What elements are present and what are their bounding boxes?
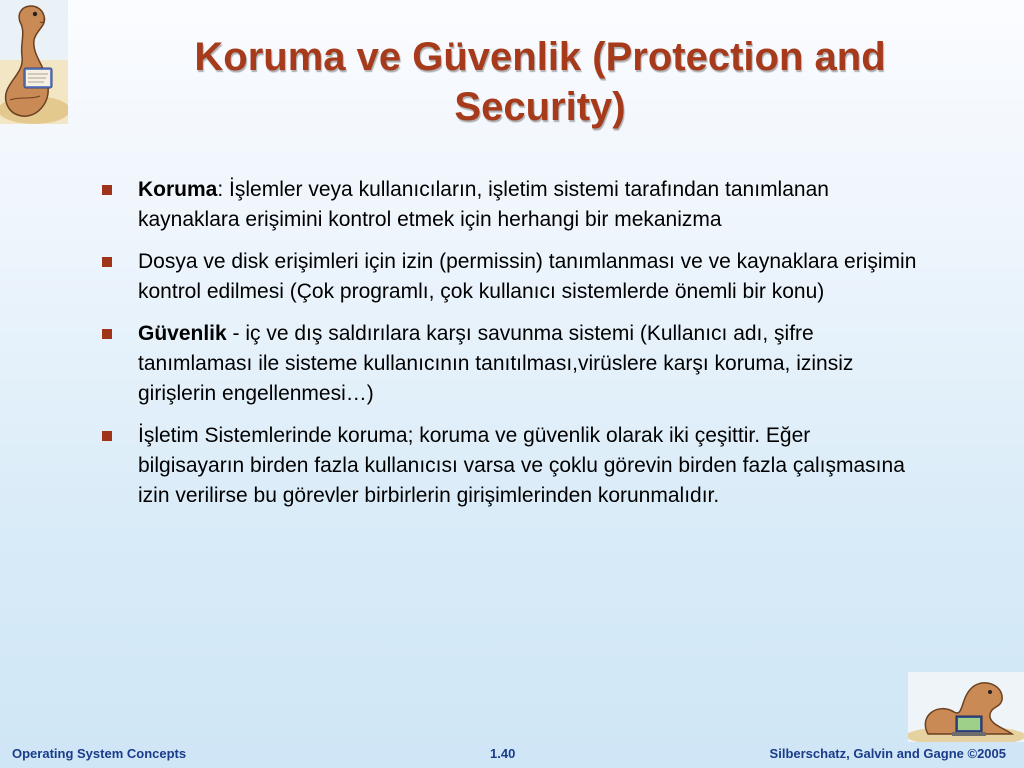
slide-title-line-1: Koruma ve Güvenlik (Protection and [194,35,886,79]
dinosaur-laptop-icon [908,672,1024,742]
footer-slide-number: 1.40 [490,746,516,761]
bullet-text: İşletim Sistemlerinde koruma; koruma ve güvenlik olarak iki çeşittir. Eğer bilgisayarın birden fazla kullanıcısı varsa ve çoklu görevin birden fazla çalışmasına izin verilirse bu görevler birbirlerin girişimlerinden korunmalıdır. [138,424,905,507]
bullet-square-icon [102,185,112,195]
bullet-term: Koruma [138,178,218,201]
slide-title [100,32,980,132]
footer-copyright: Silberschatz, Galvin and Gagne ©2005 [769,746,1006,761]
bullet-item-permissions [100,247,920,307]
bullet-term: Güvenlik [138,322,227,345]
bullet-square-icon [102,431,112,441]
bullet-text: : İşlemler veya kullanıcıların, işletim sistemi tarafından tanımlanan kaynaklara erişimini kontrol etmek için herhangi bir mekanizma [138,178,829,231]
slide-title-line-2: Security) [454,85,626,129]
bullet-square-icon [102,257,112,267]
bullet-text: - iç ve dış saldırılara karşı savunma sistemi (Kullanıcı adı, şifre tanımlaması ile sisteme kullanıcının tanıtılması,virüslere karşı koruma, izinsiz girişlerin engellenmesi…) [138,322,854,405]
bullet-square-icon [102,329,112,339]
footer-course-title: Operating System Concepts [12,746,187,761]
bullet-item-koruma [100,175,920,235]
bullet-text: Dosya ve disk erişimleri için izin (permissin) tanımlanması ve ve kaynaklara erişimin kontrol edilmesi (Çok programlı, çok kullanıcı sistemlerde önemli bir konu) [138,250,917,303]
bullet-item-guvenlik [100,319,920,409]
dinosaur-reading-icon [0,0,68,124]
bullet-item-os-protection [100,421,920,511]
bullet-list [100,175,920,523]
